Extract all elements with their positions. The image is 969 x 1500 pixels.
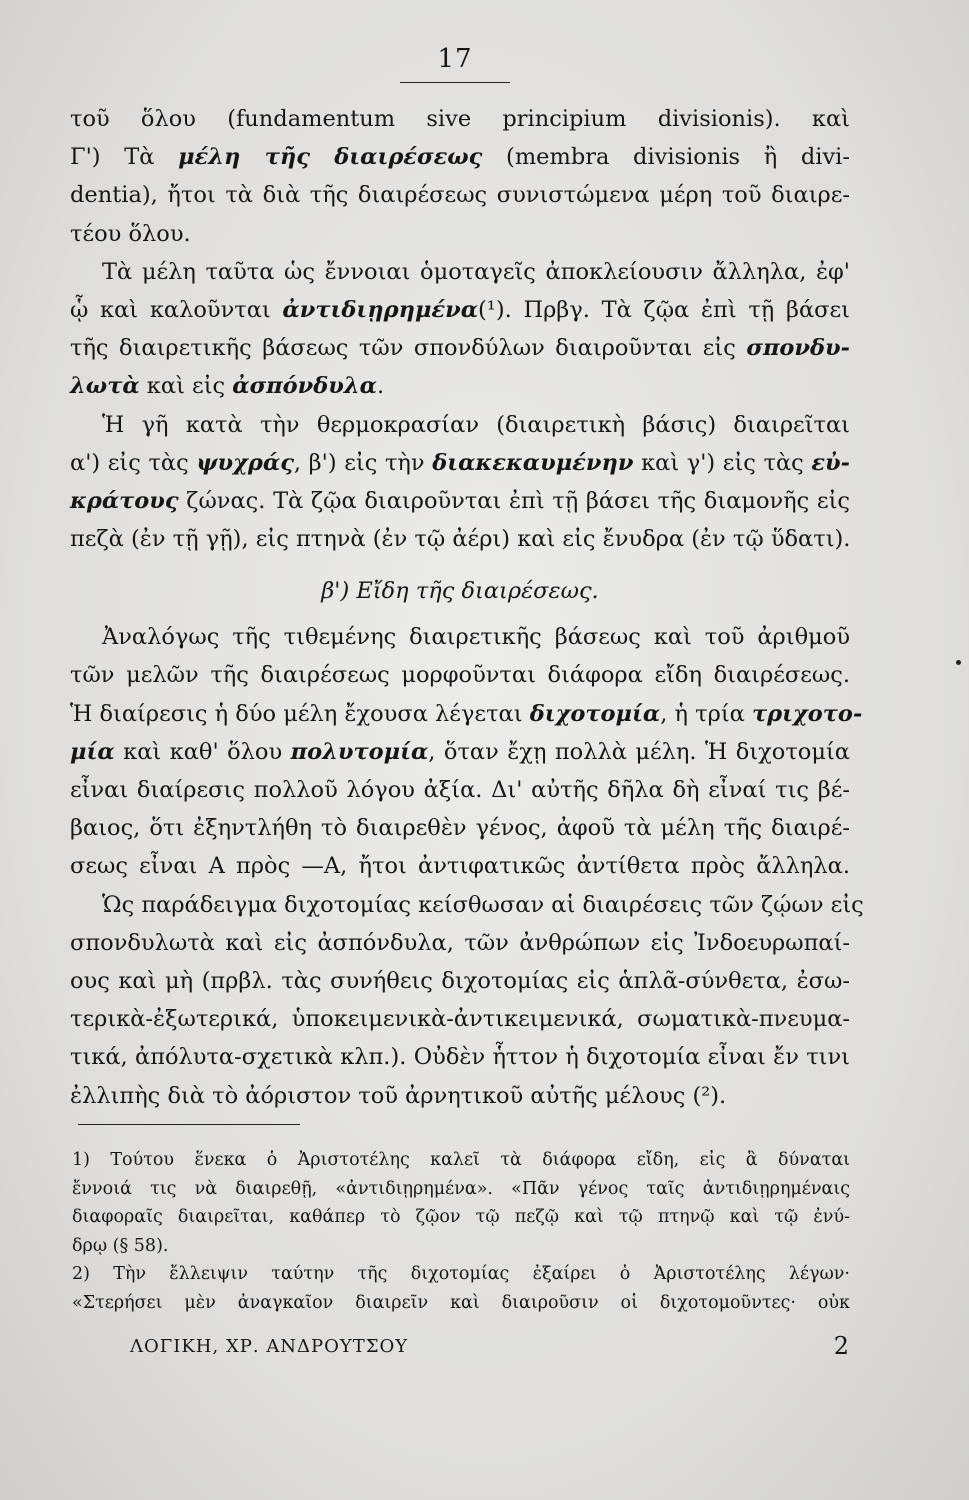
text-line: dentia), ἤτοι τὰ διὰ τῆς διαιρέσεως συνιστώμενα μέρη τοῦ διαιρε- bbox=[70, 182, 850, 209]
text-run: (membra divisionis ἢ divi- bbox=[482, 144, 850, 171]
emphasized-term: τριχοτο- bbox=[752, 700, 863, 727]
text-line bbox=[70, 253, 850, 291]
text-run: Ὡς παράδειγμα διχοτομίας κείσθωσαν αἱ διαιρέσεις τῶν ζῴων εἰς bbox=[102, 891, 864, 918]
ink-speck bbox=[956, 660, 961, 665]
text-run: καὶ καθ' ὅλου bbox=[114, 738, 291, 765]
emphasized-term: λωτὰ bbox=[70, 373, 140, 400]
footnotes bbox=[72, 1146, 850, 1317]
text-run: καὶ εἰς bbox=[139, 373, 233, 400]
text-run: , ἡ τρία bbox=[660, 700, 752, 727]
emphasized-term: κράτους bbox=[70, 487, 179, 514]
text-line bbox=[70, 329, 850, 367]
text-line: εἶναι διαίρεσις πολλοῦ λόγου ἀξία. Δι' αὐτῆς δῆλα δὴ εἶναί τις βέ- bbox=[70, 777, 850, 803]
text-line bbox=[70, 695, 863, 733]
text-run: . bbox=[376, 373, 385, 400]
text-line bbox=[70, 444, 850, 482]
text-run: Γ') Τὰ bbox=[70, 144, 179, 171]
text-line: τοῦ ὅλου (fundamentum sive principium divisionis). καὶ bbox=[70, 106, 850, 132]
text-run: ζώνας. Τὰ ζῷα διαιροῦνται ἐπὶ τῇ βάσει τῆς διαμονῆς εἰς bbox=[178, 487, 850, 514]
section-heading: β') Εἴδη τῆς διαιρέσεως. bbox=[321, 578, 599, 605]
text-line: τερικὰ-ἐξωτερικά, ὑποκειμενικὰ-ἀντικειμενικά, σωματικὰ-πνευμα- bbox=[70, 1006, 850, 1033]
emphasized-term: μία bbox=[70, 738, 115, 765]
printer-signature: 2 bbox=[833, 1332, 850, 1360]
body-text bbox=[70, 100, 864, 1115]
text-line: βαιος, ὅτι ἐξηντλήθη τὸ διαιρεθὲν γένος, ἀφοῦ τὰ μέλη τῆς διαιρέ- bbox=[70, 815, 850, 842]
text-line bbox=[70, 367, 850, 405]
text-line bbox=[70, 291, 850, 329]
emphasized-term: διχοτομία bbox=[529, 700, 661, 727]
emphasized-term: πολυτομία bbox=[290, 738, 429, 765]
text-line bbox=[70, 886, 864, 924]
text-line: πεζὰ (ἐν τῇ γῇ), εἰς πτηνὰ (ἐν τῷ ἀέρι) καὶ εἰς ἔνυδρα (ἐν τῷ ὕδατι). bbox=[70, 526, 851, 553]
text-line: τέου ὅλου. bbox=[70, 220, 191, 247]
text-run: Ἀναλόγως τῆς τιθεμένης διαιρετικῆς βάσεως καὶ τοῦ ἀριθμοῦ bbox=[102, 624, 850, 651]
emphasized-term: διακεκαυμένην bbox=[432, 449, 634, 476]
emphasized-term: ἀσπόνδυλα bbox=[232, 373, 377, 400]
footnote-line: 2) Τὴν ἔλλειψιν ταύτην τῆς διχοτομίας ἐξαίρει ὁ Ἀριστοτέλης λέγων· bbox=[72, 1264, 850, 1284]
page-footer bbox=[130, 1332, 850, 1360]
emphasized-term: σπονδυ- bbox=[746, 335, 850, 362]
text-run: (¹). Πρβγ. Τὰ ζῷα ἐπὶ τῇ βάσει bbox=[478, 296, 851, 323]
page-number-rule bbox=[400, 82, 510, 83]
text-line bbox=[70, 618, 850, 656]
text-line bbox=[70, 406, 850, 444]
running-title: ΛΟΓΙΚΗ, ΧΡ. ΑΝΔΡΟΥΤΣΟΥ bbox=[130, 1336, 409, 1357]
text-line bbox=[70, 138, 850, 176]
footnote-line: 1) Τούτου ἕνεκα ὁ Ἀριστοτέλης καλεῖ τὰ διάφορα εἴδη, εἰς ἃ δύναται bbox=[72, 1150, 850, 1170]
text-line: τῶν μελῶν τῆς διαιρέσεως μορφοῦνται διάφορα εἴδη διαιρέσεως. bbox=[70, 662, 850, 689]
emphasized-term: ἀντιδιῃρημένα bbox=[282, 296, 479, 323]
text-line: σπονδυλωτὰ καὶ εἰς ἀσπόνδυλα, τῶν ἀνθρώπων εἰς Ἰνδοευρωπαί- bbox=[70, 929, 850, 956]
footnote-line: δρῳ (§ 58). bbox=[72, 1235, 169, 1256]
text-run: ᾧ καὶ καλοῦνται bbox=[70, 296, 283, 323]
emphasized-term: εὐ- bbox=[811, 449, 850, 476]
text-run: Τὰ μέλη ταῦτα ὡς ἔννοιαι ὁμοταγεῖς ἀποκλείουσιν ἄλληλα, ἐφ' bbox=[102, 258, 850, 285]
footnote-rule bbox=[78, 1124, 300, 1125]
text-line bbox=[70, 482, 850, 520]
text-run: , β') εἰς τὴν bbox=[293, 449, 433, 476]
footnote-line: διαφοραῖς διαιρεῖται, καθάπερ τὸ ζῷον τῷ πεζῷ καὶ τῷ πτηνῷ καὶ τῷ ἐνύ- bbox=[72, 1207, 850, 1227]
text-run: καὶ γ') εἰς τὰς bbox=[633, 449, 812, 476]
footnote-line: «Στερήσει μὲν ἀναγκαῖον διαιρεῖν καὶ διαιροῦσιν οἱ διχοτομοῦντες· οὐκ bbox=[72, 1292, 850, 1313]
footnote-line: ἔννοιά τις νὰ διαιρεθῇ, «ἀντιδιῃρημένα». «Πᾶν γένος ταῖς ἀντιδιῃρημέναις bbox=[72, 1178, 850, 1199]
text-line: σεως εἶναι Α πρὸς —Α, ἤτοι ἀντιφατικῶς ἀντίθετα πρὸς ἄλληλα. bbox=[70, 853, 850, 880]
page-number: 17 bbox=[437, 44, 473, 74]
emphasized-term: μέλη τῆς διαιρέσεως bbox=[178, 144, 483, 171]
text-line: ους καὶ μὴ (πρβλ. τὰς συνήθεις διχοτομίας εἰς ἁπλᾶ-σύνθετα, ἐσω- bbox=[70, 967, 850, 994]
text-line: ἐλλιπὴς διὰ τὸ ἀόριστον τοῦ ἀρνητικοῦ αὐτῆς μέλους (²). bbox=[70, 1082, 727, 1109]
text-run: τῆς διαιρετικῆς βάσεως τῶν σπονδύλων διαιροῦνται εἰς bbox=[70, 335, 747, 362]
text-run: , ὅταν ἔχῃ πολλὰ μέλη. Ἡ διχοτομία bbox=[428, 738, 850, 765]
text-line bbox=[70, 733, 850, 771]
text-line: τικά, ἀπόλυτα-σχετικὰ κλπ.). Οὐδὲν ἧττον ἡ διχοτομία εἶναι ἔν τινι bbox=[70, 1044, 850, 1071]
text-run: Ἡ διαίρεσις ἡ δύο μέλη ἔχουσα λέγεται bbox=[70, 700, 530, 727]
text-run: Ἡ γῆ κατὰ τὴν θερμοκρασίαν (διαιρετικὴ βάσις) διαιρεῖται bbox=[102, 411, 850, 438]
text-run: α') εἰς τὰς bbox=[70, 449, 197, 476]
emphasized-term: ψυχράς bbox=[196, 449, 294, 476]
